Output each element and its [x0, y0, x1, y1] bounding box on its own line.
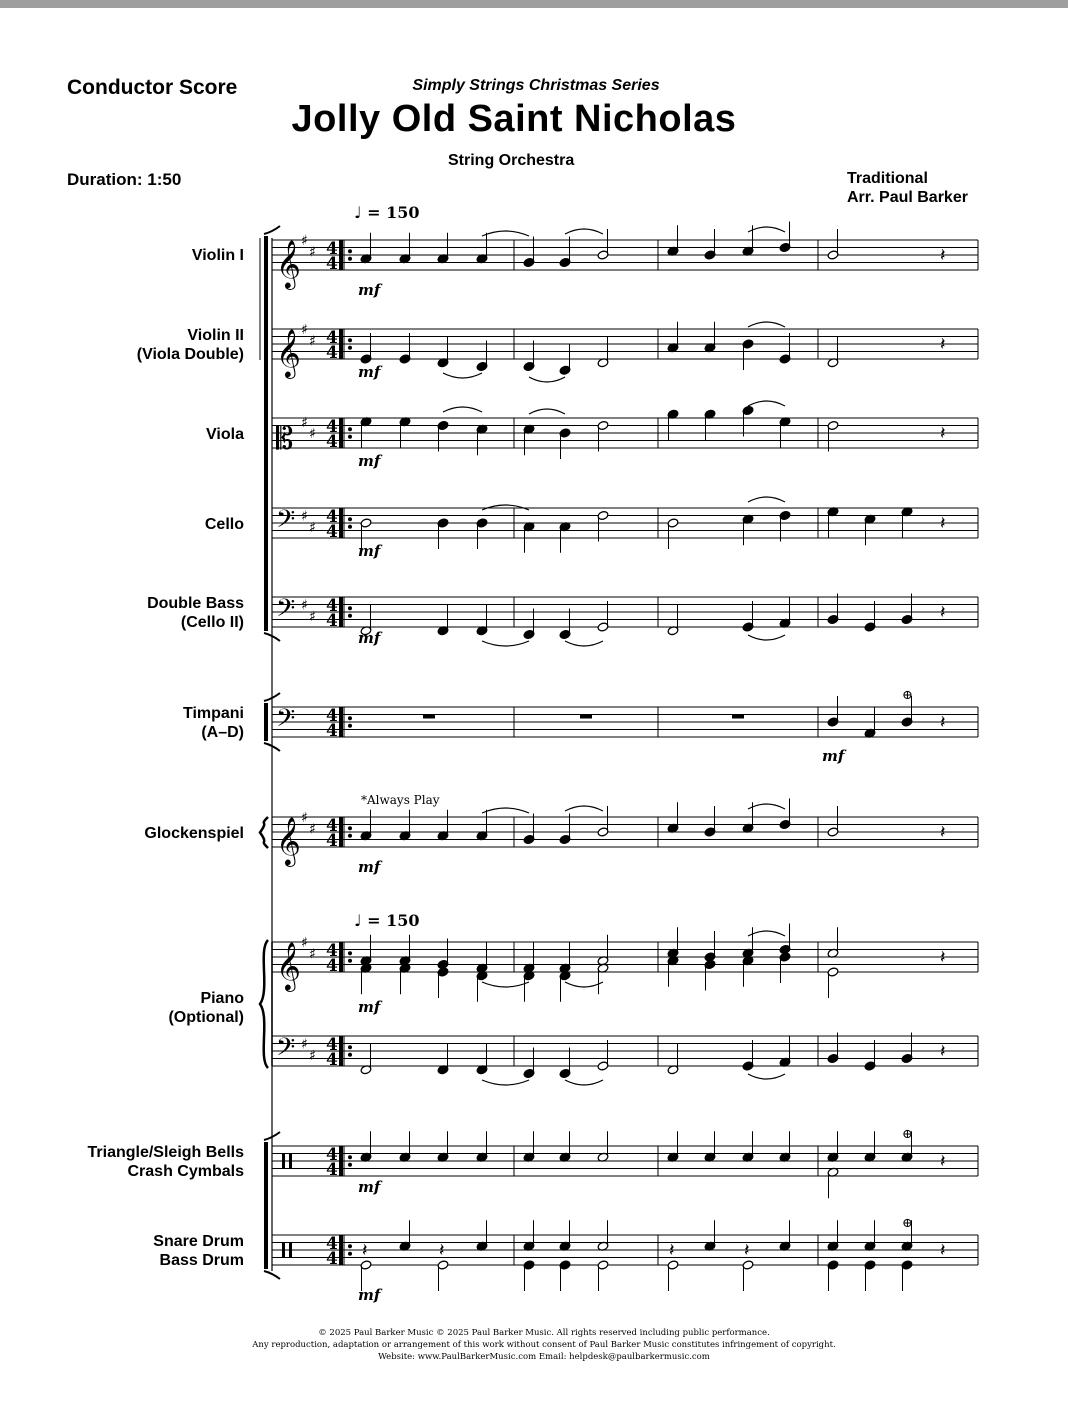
- percussion-clef-icon: [282, 1243, 285, 1258]
- repeat-dot: [348, 614, 352, 618]
- repeat-barline: [339, 1235, 343, 1265]
- percussion-clef-icon: [289, 1154, 292, 1169]
- slur: [565, 641, 603, 646]
- series-title: Simply Strings Christmas Series: [412, 77, 660, 94]
- quarter-rest-icon: 𝄽: [940, 423, 946, 444]
- slur: [529, 409, 565, 414]
- time-signature: 4: [326, 1234, 338, 1254]
- repeat-barline: [339, 329, 343, 359]
- time-signature: 4: [326, 956, 338, 976]
- time-signature: 4: [326, 343, 338, 363]
- quarter-rest-icon: 𝄽: [940, 947, 946, 968]
- percussion-clef-icon: [282, 1154, 285, 1169]
- quarter-rest-icon: 𝄽: [669, 1240, 675, 1261]
- footer-line-3: Website: www.PaulBarkerMusic.com Email: helpdesk@paulbarkermusic.com: [378, 1352, 710, 1362]
- slur: [748, 322, 785, 327]
- repeat-dot: [348, 346, 352, 350]
- slur: [529, 377, 565, 382]
- repeat-dot: [348, 1244, 352, 1248]
- copyright-footer: [0, 1327, 1068, 1363]
- slur: [443, 407, 482, 412]
- piano-brace: [260, 940, 268, 1068]
- quarter-rest-icon: 𝄽: [940, 1151, 946, 1172]
- time-signature: 4: [326, 1160, 338, 1180]
- bass-clef-icon: 𝄢: [276, 594, 296, 629]
- bass-clef-icon: 𝄢: [276, 704, 296, 739]
- instrument-label-violin-2: Violin II (Viola Double): [136, 327, 244, 363]
- tempo-marking-top: ♩ = 150: [354, 203, 420, 222]
- duration-label: Duration: 1:50: [67, 170, 182, 189]
- sharp-icon: ♯: [309, 608, 316, 625]
- time-signature: 4: [326, 816, 338, 836]
- sharp-icon: ♯: [301, 810, 308, 826]
- sharp-icon: ♯: [301, 597, 308, 614]
- slur: [482, 1080, 529, 1085]
- repeat-dot: [348, 1053, 352, 1057]
- harmonic-icon: ⊕: [902, 1216, 913, 1231]
- always-play-note: *Always Play: [361, 793, 440, 807]
- repeat-dot: [348, 517, 352, 521]
- sharp-icon: ♯: [309, 1047, 316, 1064]
- sharp-icon: ♯: [309, 821, 316, 838]
- repeat-barline: [339, 240, 343, 270]
- harmonic-icon: ⊕: [902, 1127, 913, 1142]
- bass-clef-icon: 𝄢: [276, 1033, 296, 1068]
- ensemble-subtitle: String Orchestra: [448, 152, 575, 169]
- time-signature: 4: [326, 1035, 338, 1055]
- footer-line-2: Any reproduction, adaptation or arrangement of this work without consent of Paul Barker Music constitutes infringement of copyright.: [252, 1340, 836, 1350]
- tempo-marking-piano: ♩ = 150: [354, 911, 420, 930]
- time-signature: 4: [326, 239, 338, 259]
- repeat-dot: [348, 951, 352, 955]
- quarter-rest-icon: 𝄽: [940, 245, 946, 266]
- repeat-barline: [339, 942, 343, 972]
- slur: [443, 373, 482, 378]
- time-signature: 4: [326, 328, 338, 348]
- quarter-note-icon: ♩: [354, 911, 362, 930]
- measure-rest: [732, 715, 744, 719]
- repeat-barline: [339, 707, 343, 737]
- harmonic-icon: ⊕: [902, 688, 913, 703]
- slur: [482, 982, 529, 987]
- slur: [748, 804, 785, 809]
- slur: [565, 1080, 603, 1085]
- repeat-dot: [348, 826, 352, 830]
- quarter-rest-icon: 𝄽: [940, 513, 946, 534]
- repeat-dot: [348, 1163, 352, 1167]
- quarter-rest-icon: 𝄽: [940, 1041, 946, 1062]
- instrument-label-glockenspiel: Glockenspiel: [144, 825, 244, 842]
- repeat-dot: [348, 724, 352, 728]
- treble-clef-icon: 𝄞: [276, 941, 301, 990]
- quarter-rest-icon: 𝄽: [362, 1240, 368, 1261]
- treble-clef-icon: 𝄞: [276, 239, 301, 288]
- dynamic-marking: mf: [358, 998, 381, 1016]
- dynamic-marking: mf: [358, 1178, 381, 1196]
- repeat-dot: [348, 959, 352, 963]
- measure-rest: [580, 715, 592, 719]
- slur: [748, 635, 785, 640]
- dynamic-marking: mf: [358, 281, 381, 299]
- instrument-label-timpani: Timpani (A–D): [182, 705, 244, 741]
- slur: [748, 497, 785, 502]
- dynamic-marking: mf: [358, 363, 381, 381]
- instrument-label-violin-1: Violin I: [191, 247, 244, 264]
- slur: [482, 505, 529, 510]
- repeat-dot: [348, 606, 352, 610]
- repeat-barline: [339, 1146, 343, 1176]
- sharp-icon: ♯: [309, 426, 316, 442]
- repeat-dot: [348, 834, 352, 838]
- dynamic-marking: mf: [822, 747, 845, 765]
- quarter-note-icon: ♩: [354, 203, 362, 222]
- sharp-icon: ♯: [309, 946, 316, 963]
- slur: [565, 806, 603, 811]
- sharp-icon: ♯: [301, 414, 308, 431]
- sharp-icon: ♯: [301, 508, 308, 525]
- bass-clef-icon: 𝄢: [276, 505, 296, 540]
- glockenspiel-brace: [260, 817, 268, 848]
- sharp-icon: ♯: [301, 935, 308, 951]
- time-signature: 4: [326, 611, 338, 631]
- quarter-rest-icon: 𝄽: [940, 712, 946, 733]
- sharp-icon: ♯: [301, 1036, 308, 1053]
- time-signature: 4: [326, 254, 338, 274]
- time-signature: 4: [326, 1145, 338, 1165]
- repeat-dot: [348, 1252, 352, 1256]
- time-signature: 4: [326, 1249, 338, 1269]
- instrument-label-cello: Cello: [204, 516, 244, 533]
- dynamic-marking: mf: [358, 629, 381, 647]
- quarter-rest-icon: 𝄽: [940, 602, 946, 623]
- instrument-label-piano: Piano (Optional): [168, 990, 244, 1026]
- quarter-rest-icon: 𝄽: [940, 822, 946, 843]
- quarter-rest-icon: 𝄽: [439, 1240, 445, 1261]
- instrument-label-double-bass: Double Bass (Cello II): [147, 595, 244, 631]
- time-signature: 4: [326, 432, 338, 452]
- repeat-dot: [348, 257, 352, 261]
- repeat-barline: [339, 508, 343, 538]
- dynamic-marking: mf: [358, 452, 381, 470]
- score-type-label: Conductor Score: [67, 76, 238, 99]
- slur: [748, 1074, 785, 1079]
- dynamic-marking: mf: [358, 1286, 381, 1304]
- strings-bracket-top: [264, 226, 280, 234]
- treble-clef-icon: 𝄞: [276, 328, 301, 377]
- slur: [748, 227, 785, 232]
- composer-line: Traditional: [847, 170, 928, 187]
- arranger-line: Arr. Paul Barker: [847, 189, 968, 206]
- time-signature: 4: [326, 596, 338, 616]
- time-signature: 4: [326, 507, 338, 527]
- percussion-bracket-bottom: [264, 1271, 280, 1279]
- sharp-icon: ♯: [301, 322, 308, 338]
- sharp-icon: ♯: [309, 244, 316, 261]
- sharp-icon: ♯: [309, 333, 316, 350]
- repeat-barline: [339, 817, 343, 847]
- measure-rest: [423, 715, 435, 719]
- slur: [748, 931, 785, 936]
- time-signature: 4: [326, 1050, 338, 1070]
- slur: [565, 229, 603, 234]
- slur: [748, 401, 785, 406]
- piece-title: Jolly Old Saint Nicholas: [291, 98, 737, 140]
- time-signature: 4: [326, 831, 338, 851]
- dynamic-marking: mf: [358, 542, 381, 560]
- slur: [482, 231, 529, 236]
- time-signature: 4: [326, 941, 338, 961]
- repeat-dot: [348, 338, 352, 342]
- dynamic-marking: mf: [358, 858, 381, 876]
- repeat-dot: [348, 427, 352, 431]
- repeat-dot: [348, 525, 352, 529]
- quarter-rest-icon: 𝄽: [744, 1240, 750, 1261]
- percussion-clef-icon: [289, 1243, 292, 1258]
- slur: [482, 641, 529, 646]
- quarter-rest-icon: 𝄽: [940, 334, 946, 355]
- time-signature: 4: [326, 522, 338, 542]
- slur: [482, 808, 529, 813]
- time-signature: 4: [326, 417, 338, 437]
- instrument-label-viola: Viola: [206, 426, 244, 443]
- sharp-icon: ♯: [309, 519, 316, 536]
- instrument-label-snare: Snare Drum Bass Drum: [153, 1233, 244, 1269]
- repeat-barline: [339, 1036, 343, 1066]
- quarter-rest-icon: 𝄽: [940, 1240, 946, 1261]
- alto-clef-icon: 𝄡: [276, 421, 294, 457]
- repeat-dot: [348, 249, 352, 253]
- repeat-dot: [348, 1155, 352, 1159]
- repeat-dot: [348, 716, 352, 720]
- sharp-icon: ♯: [301, 233, 308, 249]
- time-signature: 4: [326, 706, 338, 726]
- repeat-barline: [339, 597, 343, 627]
- instrument-label-triangle: Triangle/Sleigh Bells Crash Cymbals: [87, 1144, 244, 1180]
- repeat-dot: [348, 1045, 352, 1049]
- time-signature: 4: [326, 721, 338, 741]
- slur: [565, 982, 603, 987]
- repeat-barline: [339, 418, 343, 448]
- repeat-dot: [348, 435, 352, 439]
- treble-clef-icon: 𝄞: [276, 816, 301, 865]
- footer-line-1: © 2025 Paul Barker Music © 2025 Paul Barker Music. All rights reserved including public performance.: [318, 1328, 770, 1338]
